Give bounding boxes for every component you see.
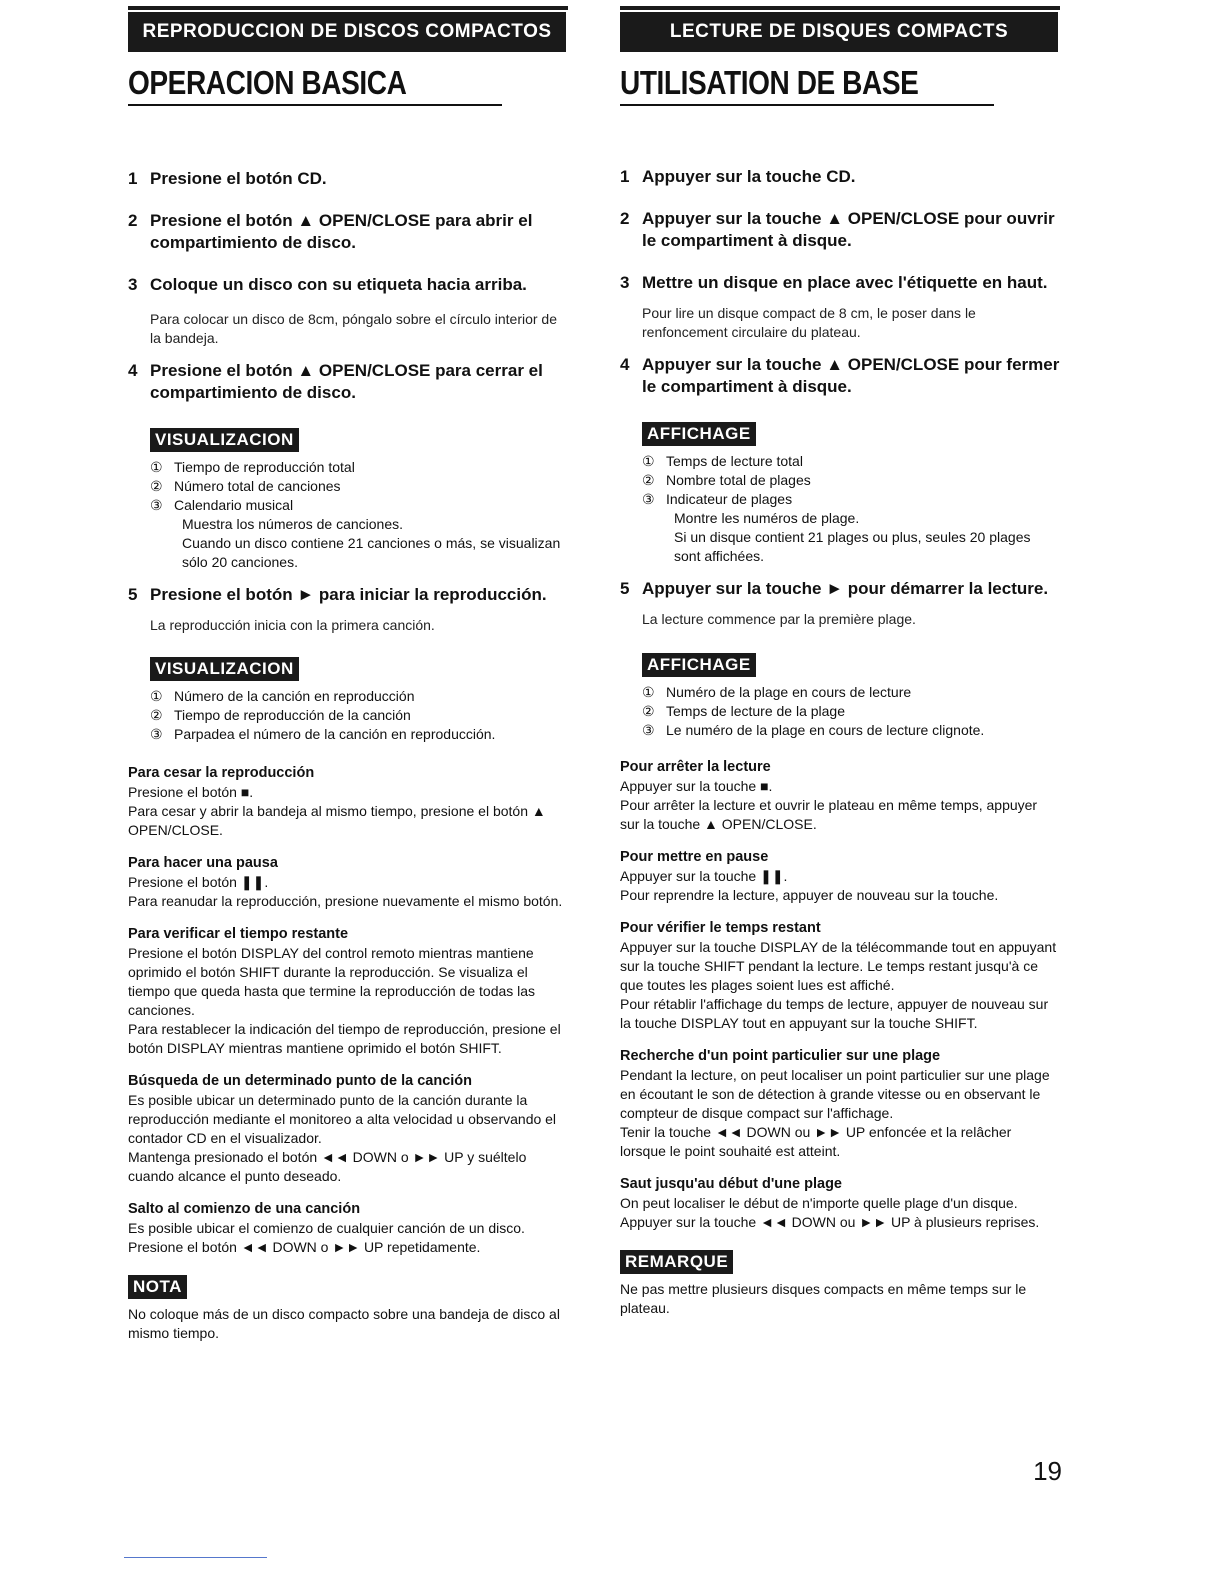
page-title: UTILISATION DE BASE <box>620 64 994 106</box>
display-item: ③ Le numéro de la plage en cours de lecture clignote. <box>642 722 985 738</box>
section <box>620 848 1060 905</box>
step-5-note: La reproducción inicia con la primera canción. <box>150 617 435 633</box>
section-heading: Salto al comienzo de una canción <box>128 1201 361 1217</box>
section-text: Es posible ubicar el comienzo de cualquier canción de un disco. Presione el botón ◄◄ DOWN o ►► UP repetidamente. <box>128 1220 525 1255</box>
display-item: ③ Calendario musical <box>150 497 294 513</box>
display-label: AFFICHAGE <box>642 422 756 446</box>
display-item: ③ Parpadea el número de la canción en reproducción. <box>150 726 496 742</box>
footer-rule <box>124 1557 267 1558</box>
section-banner: REPRODUCCION DE DISCOS COMPACTOS <box>128 12 566 52</box>
section-text: Presione el botón ❚❚. <box>128 874 269 890</box>
display-item: ② Temps de lecture de la plage <box>642 703 845 719</box>
section-text: On peut localiser le début de n'importe quelle plage d'un disque. Appuyer sur la touche ◄◄ DOWN ou ►► UP à plusieurs reprises. <box>620 1195 1040 1230</box>
section <box>128 854 568 911</box>
display-item: ② Tiempo de reproducción de la canción <box>150 707 411 723</box>
section-heading: Pour mettre en pause <box>620 849 769 865</box>
instructions <box>620 166 1060 1318</box>
step-5: 5 Appuyer sur la touche ► pour démarrer la lecture. <box>620 579 1049 598</box>
section-heading: Recherche d'un point particulier sur une plage <box>620 1048 941 1064</box>
section <box>128 1200 568 1257</box>
section-text: Pour arrêter la lecture et ouvrir le plateau en même temps, appuyer sur la touche ▲ OPEN/CLOSE. <box>620 797 1038 832</box>
note-label: NOTA <box>128 1275 187 1299</box>
display-item: ② Nombre total de plages <box>642 472 811 488</box>
section-text: Pour rétablir l'affichage du temps de lecture, appuyer de nouveau sur la touche DISPLAY tout en appuyant sur la touche SHIFT. <box>620 996 1049 1031</box>
instructions <box>128 168 568 1343</box>
section-heading: Para verificar el tiempo restante <box>128 926 349 942</box>
section-heading: Para hacer una pausa <box>128 855 278 871</box>
section <box>620 919 1060 1033</box>
banner-rule <box>620 6 1060 10</box>
display-item: ① Temps de lecture total <box>642 453 803 469</box>
step-2: 2 Presione el botón ▲ OPEN/CLOSE para abrir el compartimiento de disco. <box>128 211 533 252</box>
display-item: ① Numéro de la plage en cours de lecture <box>642 684 912 700</box>
page-title: OPERACION BASICA <box>128 64 502 106</box>
step-4: 4 Appuyer sur la touche ▲ OPEN/CLOSE pour fermer le compartiment à disque. <box>620 355 1060 396</box>
display-item: ① Tiempo de reproducción total <box>150 459 355 475</box>
section <box>128 925 568 1058</box>
step-5-note: La lecture commence par la première plage. <box>642 611 916 627</box>
display-label: VISUALIZACION <box>150 657 299 681</box>
section <box>620 1175 1060 1232</box>
section-text: Presione el botón ■. <box>128 784 254 800</box>
section-text: Mantenga presionado el botón ◄◄ DOWN o ►► UP y suéltelo cuando alcance el punto deseado. <box>128 1149 527 1184</box>
display-subtext: Muestra los números de canciones. <box>182 516 403 532</box>
section-heading: Búsqueda de un determinado punto de la canción <box>128 1073 473 1089</box>
section-text: Tenir la touche ◄◄ DOWN ou ►► UP enfoncée et la relâcher lorsque le point souhaité est atteint. <box>620 1124 1012 1159</box>
step-1: 1 Presione el botón CD. <box>128 169 327 188</box>
step-2: 2 Appuyer sur la touche ▲ OPEN/CLOSE pour ouvrir le compartiment à disque. <box>620 209 1055 250</box>
section-heading: Saut jusqu'au début d'une plage <box>620 1176 842 1192</box>
display-subtext: Si un disque contient 21 plages ou plus, seules 20 plages sont affichées. <box>674 529 1031 564</box>
display-item: ① Número de la canción en reproducción <box>150 688 415 704</box>
section-text: Appuyer sur la touche ■. <box>620 778 773 794</box>
step-1: 1 Appuyer sur la touche CD. <box>620 167 856 186</box>
section-text: Pendant la lecture, on peut localiser un point particulier sur une plage en écoutant le son de détection à grande vitesse ou en observant le compteur de disque compact sur l'affichage. <box>620 1067 1050 1121</box>
section-text: Pour reprendre la lecture, appuyer de nouveau sur la touche. <box>620 887 999 903</box>
step-3: 3 Mettre un disque en place avec l'étiquette en haut. <box>620 273 1048 292</box>
section-text: Para restablecer la indicación del tiempo de reproducción, presione el botón DISPLAY mientras mantiene oprimido el botón SHIFT. <box>128 1021 561 1056</box>
step-4: 4 Presione el botón ▲ OPEN/CLOSE para cerrar el compartimiento de disco. <box>128 361 543 402</box>
section-text: Para reanudar la reproducción, presione nuevamente el mismo botón. <box>128 893 563 909</box>
note-label: REMARQUE <box>620 1250 733 1274</box>
page-number: 19 <box>1033 1456 1062 1486</box>
step-3-note: Para colocar un disco de 8cm, póngalo sobre el círculo interior de la bandeja. <box>150 311 557 346</box>
note-text: No coloque más de un disco compacto sobre una bandeja de disco al mismo tiempo. <box>128 1306 560 1341</box>
banner-rule <box>128 6 568 10</box>
display-subtext: Montre les numéros de plage. <box>674 510 860 526</box>
display-item: ③ Indicateur de plages <box>642 491 793 507</box>
display-label: AFFICHAGE <box>642 653 756 677</box>
section-heading: Para cesar la reproducción <box>128 765 315 781</box>
section <box>128 764 568 840</box>
section-text: Appuyer sur la touche ❚❚. <box>620 868 788 884</box>
display-label: VISUALIZACION <box>150 428 299 452</box>
step-5: 5 Presione el botón ► para iniciar la reproducción. <box>128 585 547 604</box>
step-3: 3 Coloque un disco con su etiqueta hacia arriba. <box>128 275 527 294</box>
section <box>620 758 1060 834</box>
note-text: Ne pas mettre plusieurs disques compacts en même temps sur le plateau. <box>620 1281 1027 1316</box>
section-banner: LECTURE DE DISQUES COMPACTS <box>620 12 1058 52</box>
step-3-note: Pour lire un disque compact de 8 cm, le poser dans le renfoncement circulaire du plateau. <box>642 305 976 340</box>
section-heading: Pour vérifier le temps restant <box>620 920 821 936</box>
display-subtext: Cuando un disco contiene 21 canciones o más, se visualizan sólo 20 canciones. <box>182 535 561 570</box>
display-item: ② Número total de canciones <box>150 478 341 494</box>
section-text: Appuyer sur la touche DISPLAY de la télécommande tout en appuyant sur la touche SHIFT pendant la lecture. Le temps restant jusqu'à ce que toutes les plages soient lues est affiché. <box>620 939 1057 993</box>
section-text: Es posible ubicar un determinado punto de la canción durante la reproducción mediante el monitoreo a alta velocidad u observando el contador CD en el visualizador. <box>128 1092 557 1146</box>
section <box>620 1047 1060 1161</box>
section-heading: Pour arrêter la lecture <box>620 759 771 775</box>
section-text: Presione el botón DISPLAY del control remoto mientras mantiene oprimido el botón SHIFT durante la reproducción. Se visualiza el tiempo que queda hasta que termine la reproducción de todas las canciones. <box>128 945 536 1018</box>
section <box>128 1072 568 1186</box>
section-text: Para cesar y abrir la bandeja al mismo tiempo, presione el botón ▲ OPEN/CLOSE. <box>128 803 546 838</box>
